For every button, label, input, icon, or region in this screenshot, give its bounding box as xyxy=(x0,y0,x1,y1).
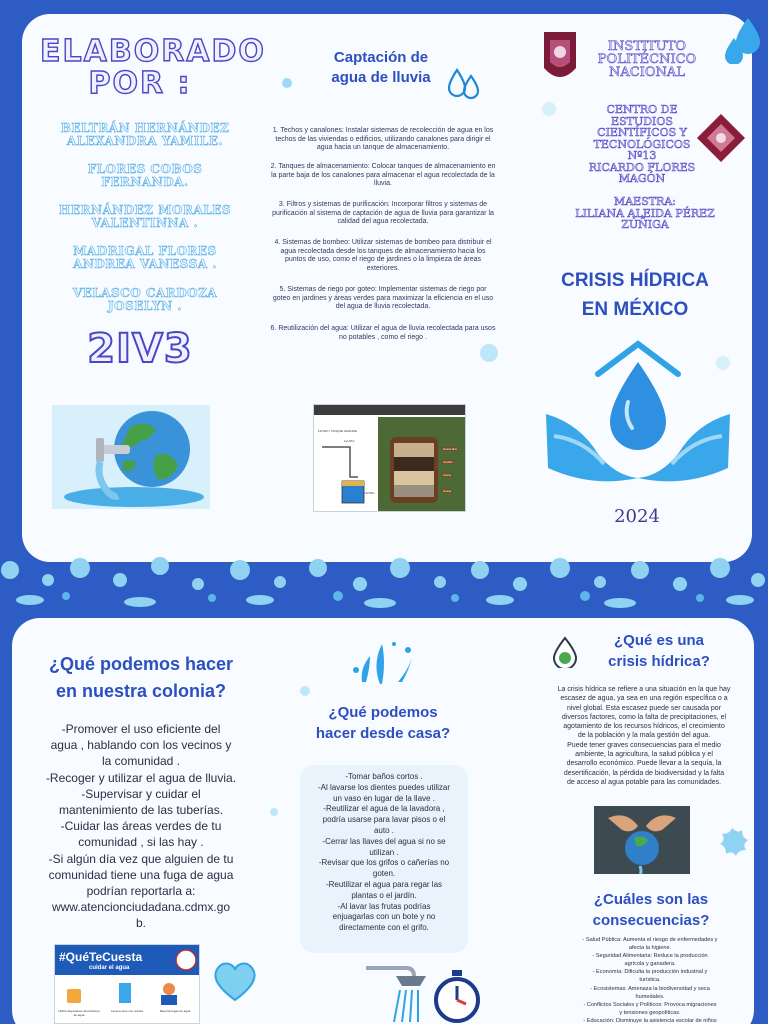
poster-caption-1: Utiliza dispositivos ahorradores de agua xyxy=(58,1009,100,1017)
top-drops-icon xyxy=(722,16,764,64)
diagram-label-1: FILTRO / TANQUE GRANDE xyxy=(318,429,357,433)
elaborado-line-2: POR : xyxy=(88,66,192,101)
diagram-label-6: Carbón xyxy=(443,460,453,464)
sparkle-2 xyxy=(480,344,498,362)
casa-line-1: -Tomar baños cortos . xyxy=(345,772,423,781)
casa-title xyxy=(300,702,466,744)
captacion-step-6: 6. Reutilización del agua: Utilizar el agua de lluvia recolectada para usos no potables , como el riego . xyxy=(270,325,496,341)
sparkle-6 xyxy=(270,808,278,816)
teacher-line-1: LILIANA ALEIDA PÉREZ xyxy=(575,206,715,220)
casa-line-12: plantas o el jardín. xyxy=(351,890,417,900)
colonia-line-7: -Cuidar las áreas verdes de tu xyxy=(60,819,222,834)
crisis-line-9: desarrollo económico. Puede llevar a la sequía, la xyxy=(566,760,722,768)
casa-line-3: un vaso en lugar de la llave . xyxy=(333,793,435,803)
author-1 xyxy=(40,122,250,148)
consecuencias-title-line-2: consecuencias? xyxy=(592,912,710,929)
poster-illustrations xyxy=(59,979,197,1007)
hands-earth-image xyxy=(594,806,690,874)
earth-faucet-image xyxy=(52,405,210,509)
colonia-line-9: -Si algún día vez que alguien de tu xyxy=(48,851,234,866)
casa-title-line-2: hacer desde casa? xyxy=(315,725,451,742)
crisis-line-11: de acceso al agua potable para las comunidades. xyxy=(566,778,722,786)
author-2-line-1: FLORES COBOS xyxy=(87,162,203,176)
cover-title-line-1: CRISIS HÍDRICA xyxy=(561,270,709,291)
author-5 xyxy=(40,287,250,313)
poster-badge-icon xyxy=(175,949,197,971)
colonia-line-11: podrían reportarla a: xyxy=(86,884,196,899)
crisis-text xyxy=(538,685,750,787)
casa-line-9: -Revisar que los grifos o cañerías no xyxy=(318,858,450,868)
casa-title-line-1: ¿Qué podemos xyxy=(328,704,438,721)
crisis-line-6: de la población y la mala gestión del agua. xyxy=(577,732,711,740)
water-drops-icon xyxy=(447,66,481,104)
casa-line-5: podría usarse para lavar pisos o el xyxy=(322,815,446,825)
captacion-title-line-1: Captación de xyxy=(333,49,429,66)
group-code: 2IV3 xyxy=(87,326,193,372)
colonia-line-8: comunidad , si las hay . xyxy=(78,835,204,850)
captacion-step-4: 4. Sistemas de bombeo: Utilizar sistemas de bombeo para distribuir el agua recolectada desde los tanques de almacenamiento hacia los puntos de uso, como el riego de jardines o la limpieza de áreas exteriores. xyxy=(274,239,492,272)
teacher-line-2: ZÚÑIGA xyxy=(621,218,669,231)
crisis-line-10: desertificación, la pérdida de biodiversidad y la falta xyxy=(563,769,725,777)
diagram-label-5: Grava fina xyxy=(443,447,457,451)
consecuencias-line-4: agrícola y ganadera. xyxy=(624,961,676,968)
author-1-line-2: ALEXANDRA YAMILE. xyxy=(66,134,224,148)
colonia-title-line-1: ¿Qué podemos hacer xyxy=(48,654,234,674)
colonia-title xyxy=(24,651,258,705)
casa-line-11: -Reutilizar el agua para regar las xyxy=(325,879,443,889)
report-url: www.atencionciudadana.cdmx.go xyxy=(51,900,231,915)
casa-line-8: utilizan . xyxy=(369,847,399,857)
consecuencias-line-9: - Conflictos Sociales y Políticos: Provoca migraciones xyxy=(583,1001,717,1008)
school-line-6: RICARDO FLORES xyxy=(588,160,696,174)
casa-line-14: enjuagarlas con un bote y no xyxy=(332,912,436,922)
school-line-7: MAGÓN xyxy=(618,172,666,185)
inst-line-3: NACIONAL xyxy=(609,65,685,80)
consecuencias-text xyxy=(548,936,752,1024)
filter-diagram xyxy=(313,404,466,512)
shower-icon xyxy=(356,962,426,1024)
author-1-line-1: BELTRÁN HERNÁNDEZ xyxy=(60,121,230,135)
captacion-step-5: 5. Sistemas de riego por goteo: Implementar sistemas de riego por goteo en jardines y áreas verdes para maximizar la eficiencia en el uso del agua de lluvia recolectada. xyxy=(272,286,494,310)
colonia-text xyxy=(24,721,258,932)
poster-hashtag: #QuéTeCuesta xyxy=(59,950,143,964)
diagram-label-4: FILTRO xyxy=(364,491,375,495)
filter-diagram-drawing xyxy=(314,405,466,512)
crisis-line-3: nivel global. Esta escasez puede ser causada por xyxy=(566,704,722,712)
colonia-title-line-2: en nuestra colonia? xyxy=(55,681,227,701)
poster-caption-3: Reporta fugas de agua xyxy=(159,1009,191,1013)
cover-title-line-2: EN MÉXICO xyxy=(581,299,689,320)
crisis-title xyxy=(584,630,734,672)
water-drop-hands-icon xyxy=(544,336,732,488)
inst-line-2: POLITÉCNICO xyxy=(597,52,697,67)
crisis-line-4: diversos factores, como la falta de precipitaciones, el xyxy=(561,713,727,721)
author-2-line-2: FERNANDA. xyxy=(101,175,189,189)
captacion-title-line-2: agua de lluvia xyxy=(331,69,431,86)
author-4-line-2: ANDREA VANESSA . xyxy=(73,257,217,271)
consecuencias-line-8: humedales. xyxy=(635,993,665,1000)
earth-drop-icon xyxy=(552,636,578,668)
sparkle-3 xyxy=(542,102,556,116)
crisis-line-5: agotamiento de los recursos hídricos, el crecimiento xyxy=(563,723,725,731)
stopwatch-icon xyxy=(432,970,482,1024)
school-name xyxy=(574,104,710,185)
teacher xyxy=(566,196,724,231)
colonia-line-6: mantenimiento de las tuberías. xyxy=(58,803,224,818)
captacion-title xyxy=(305,48,457,88)
author-5-line-1: VELASCO CARDOZA xyxy=(72,286,218,300)
casa-text xyxy=(306,772,462,934)
sparkle-5 xyxy=(300,686,310,696)
author-4 xyxy=(40,245,250,271)
crisis-line-7: Puede tener graves consecuencias para el medio xyxy=(567,741,721,749)
school-line-3: CIENTÍFICOS Y xyxy=(597,126,687,139)
poster-caption-2: Lava tu auto con cubeta xyxy=(110,1009,144,1013)
sparkle-1 xyxy=(282,78,292,88)
consecuencias-line-5: - Economía: Dificulta la producción industrial y xyxy=(592,969,708,976)
casa-line-7: -Cerrar las llaves del agua si no se xyxy=(322,836,446,846)
diagram-label-8: Grava xyxy=(443,489,452,493)
diagram-label-2: LLUVIA xyxy=(344,439,355,443)
inst-line-1: INSTITUTO xyxy=(607,39,687,54)
splash-icon xyxy=(350,640,416,686)
colonia-line-4: -Recoger y utilizar el agua de lluvia. xyxy=(45,770,237,785)
crisis-line-2: escasez de agua, ya sea en una región específica o a xyxy=(560,695,728,703)
colonia-line-13: b. xyxy=(135,916,146,931)
author-3-line-1: HERNÁNDEZ MORALES xyxy=(59,203,231,217)
colonia-line-5: -Supervisar y cuidar el xyxy=(81,786,201,801)
casa-line-4: -Reutilizar el agua de la lavadora , xyxy=(323,804,445,814)
splash-blob-icon xyxy=(712,822,752,862)
colonia-line-3: la comunidad . xyxy=(101,754,181,769)
heart-water-icon xyxy=(212,960,258,1002)
author-2 xyxy=(40,163,250,189)
cecyt-logo xyxy=(694,112,748,164)
school-line-4: TECNOLÓGICOS xyxy=(593,137,691,151)
ipn-logo xyxy=(540,30,580,86)
elaborado-line-1: ELABORADO xyxy=(40,34,266,69)
author-3 xyxy=(40,204,250,230)
consecuencias-line-11: - Educación: Disminuye la asistencia escolar de niños xyxy=(583,1017,717,1024)
crisis-title-line-2: crisis hídrica? xyxy=(608,653,710,670)
consecuencias-title xyxy=(572,889,730,931)
author-5-line-2: JOSELYN . xyxy=(107,299,182,313)
casa-line-6: auto . xyxy=(373,825,394,835)
cover-year: 2024 xyxy=(614,506,660,527)
crisis-line-1: La crisis hídrica se refiere a una situación en la que hay xyxy=(557,686,731,693)
consecuencias-line-10: y tensiones geopolíticas. xyxy=(619,1009,681,1016)
author-4-line-1: MADRIGAL FLORES xyxy=(73,244,217,258)
consecuencias-line-7: - Ecosistemas: Amenaza la biodiversidad y seca xyxy=(590,985,710,992)
poster-subtitle: cuidar el agua xyxy=(89,965,130,971)
consecuencias-line-2: afecta la higiene. xyxy=(628,945,672,952)
sparkle-4 xyxy=(716,356,730,370)
crisis-line-8: ambiente, la agricultura, la salud pública y el xyxy=(575,751,713,759)
author-3-line-2: VALENTINNA . xyxy=(91,216,199,230)
diagram-label-7: Arena xyxy=(443,473,452,477)
elaborado-title xyxy=(40,34,266,101)
casa-line-10: goten. xyxy=(372,869,396,879)
water-splash-band xyxy=(0,540,768,630)
school-line-2: ESTUDIOS xyxy=(611,114,673,128)
consecuencias-line-3: - Seguridad Alimentaria: Reduce la producción xyxy=(592,953,708,960)
consecuencias-title-line-1: ¿Cuáles son las xyxy=(593,891,709,908)
cover-title xyxy=(540,266,730,324)
crisis-title-line-1: ¿Qué es una xyxy=(613,632,705,649)
school-line-5: Nº13 xyxy=(627,149,657,162)
captacion-step-3: 3. Filtros y sistemas de purificación: Incorporar filtros y sistemas de purificación al sistema de captación de agua de lluvia para garantizar la calidad del agua recolectada. xyxy=(272,201,494,225)
consecuencias-line-6: turística. xyxy=(639,977,661,984)
que-te-cuesta-poster xyxy=(54,944,200,1024)
colonia-line-10: comunidad tiene una fuga de agua xyxy=(48,867,234,882)
casa-line-13: -Al lavar las frutas podrías xyxy=(337,901,431,911)
consecuencias-line-1: - Salud Pública: Aumenta el riesgo de enfermedades y xyxy=(582,937,718,943)
captacion-step-1: 1. Techos y canalones: Instalar sistemas de recolección de agua en los techos de las viviendas o edificios, utilizando canalones para dirigir el agua hacia un tanque de almacenamiento. xyxy=(272,127,494,151)
teacher-label: MAESTRA: xyxy=(613,195,677,208)
casa-line-2: -Al lavarse los dientes puedes utilizar xyxy=(317,782,451,792)
colonia-line-2: agua , hablando con los vecinos y xyxy=(50,738,232,753)
institution-name xyxy=(592,40,702,79)
colonia-line-1: -Promover el uso eficiente del xyxy=(61,722,221,736)
captacion-step-2: 2. Tanques de almacenamiento: Colocar tanques de almacenamiento en la parte baja de los canalones para almacenar el agua recolectada de la lluvia. xyxy=(270,163,496,187)
school-line-1: CENTRO DE xyxy=(606,103,678,116)
casa-line-15: directamente con el grifo. xyxy=(339,923,429,933)
